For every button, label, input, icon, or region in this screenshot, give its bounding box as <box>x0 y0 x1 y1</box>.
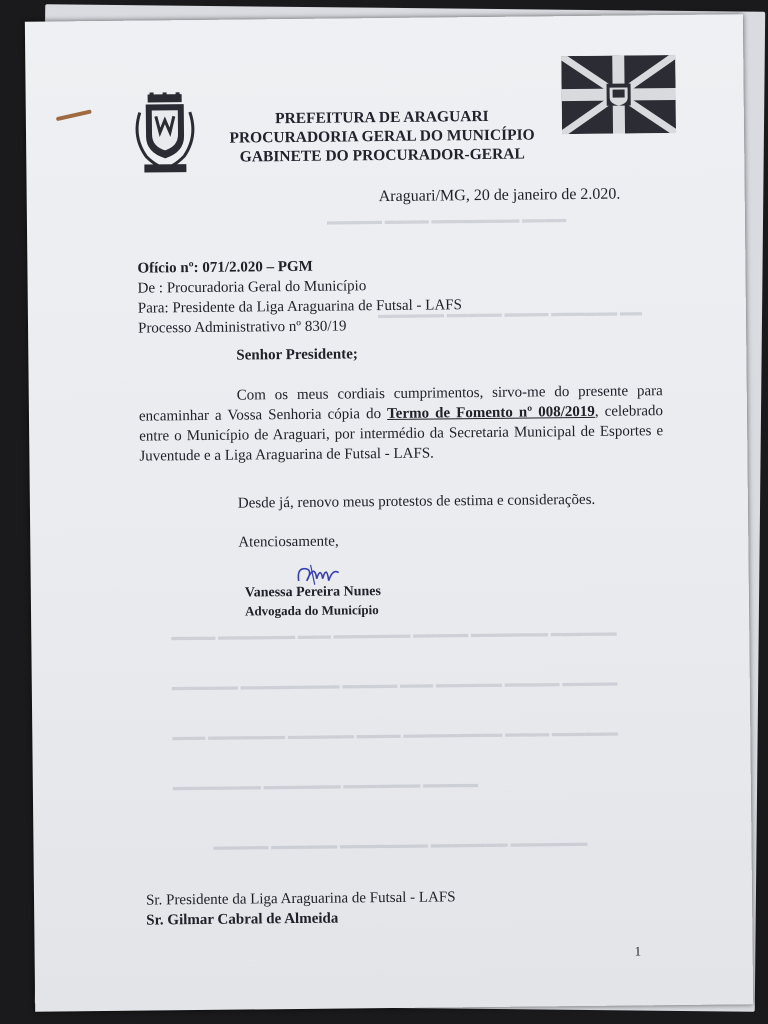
letterhead <box>222 106 543 166</box>
letterhead-line-1: PREFEITURA DE ARAGUARI <box>274 107 489 128</box>
letter-body <box>139 381 664 466</box>
letter-from: De : Procuradoria Geral do Município <box>137 278 367 297</box>
staple <box>56 109 92 121</box>
recipient-name: Sr. Gilmar Cabral de Almeida <box>146 910 339 929</box>
bleed-through-text: ▬▬▬▬▬ ▬▬▬▬▬▬ ▬▬▬▬▬▬▬▬ ▬▬▬▬▬▬▬ ▬▬▬▬▬▬▬ <box>213 836 588 853</box>
document-date: Araguari/MG, 20 de janeiro de 2.020. <box>378 185 621 206</box>
letterhead-line-3: GABINETE DO PROCURADOR-GERAL <box>239 145 525 166</box>
bleed-through-text: ▬▬▬▬▬▬ ▬▬▬▬▬ ▬▬▬▬ ▬▬▬▬▬▬ ▬▬ <box>377 306 642 322</box>
page-number: 1 <box>634 943 642 959</box>
document-page <box>25 14 753 1011</box>
bleed-through-text: ▬▬▬▬▬ ▬▬▬▬ ▬▬▬▬▬▬▬▬ ▬▬▬▬ <box>326 213 567 228</box>
sign-off: Atenciosamente, <box>238 533 339 551</box>
bleed-through-text: ▬▬▬ ▬▬▬▬▬▬▬ ▬▬▬▬▬▬ ▬▬▬▬ ▬▬▬▬▬▬▬▬▬ ▬▬▬▬ ▬▬▬▬▬▬ <box>172 726 618 744</box>
letter-reference: Ofício nº: 071/2.020 – PGM <box>137 258 313 277</box>
recipient-title: Sr. Presidente da Liga Araguarina de Futsal - LAFS <box>145 889 456 909</box>
body-highlight: Termo de Fomento nº 008/2019 <box>387 403 595 423</box>
bleed-through-text: ▬▬▬▬ ▬▬▬▬▬▬▬ ▬▬▬ ▬▬▬▬▬▬▬ ▬▬▬▬▬ ▬▬▬▬▬▬▬ ▬▬▬▬▬▬ <box>171 626 617 644</box>
letter-to: Para: Presidente da Liga Araguarina de Futsal - LAFS <box>137 297 463 317</box>
body-text-part-2: , celebrado entre o Município de Araguari, por intermédio da Secretaria Municipal de Esportes e Juventude e a Liga Araguarina de Futsal - LAFS. <box>139 403 664 465</box>
signer-title: Advogada do Município <box>244 602 379 619</box>
letter-metadata <box>137 255 462 338</box>
bleed-through-text: ▬▬▬▬▬▬▬▬ ▬▬▬▬▬▬▬ ▬▬▬▬▬▬▬ ▬▬▬▬▬ <box>172 778 479 794</box>
signer-name: Vanessa Pereira Nunes <box>244 584 382 601</box>
body-text-part-1: Com os meus cordiais cumprimentos, sirvo-me do presente para encaminhar a Vossa Senhoria cópia do <box>138 383 663 425</box>
municipal-flag <box>561 55 676 134</box>
salutation: Senhor Presidente; <box>236 346 358 364</box>
bleed-through-text: ▬▬▬▬▬▬ ▬▬▬▬▬▬▬▬▬ ▬▬▬▬▬ ▬▬▬ ▬▬▬▬▬▬ ▬▬▬▬▬ ▬▬▬▬▬ <box>171 676 618 694</box>
coat-of-arms-logo <box>130 92 201 177</box>
process-number: Processo Administrativo nº 830/19 <box>137 318 347 337</box>
closing-remarks: Desde já, renovo meus protestos de estima e considerações. <box>237 491 596 512</box>
letterhead-line-2: PROCURADORIA GERAL DO MUNICÍPIO <box>229 126 535 147</box>
